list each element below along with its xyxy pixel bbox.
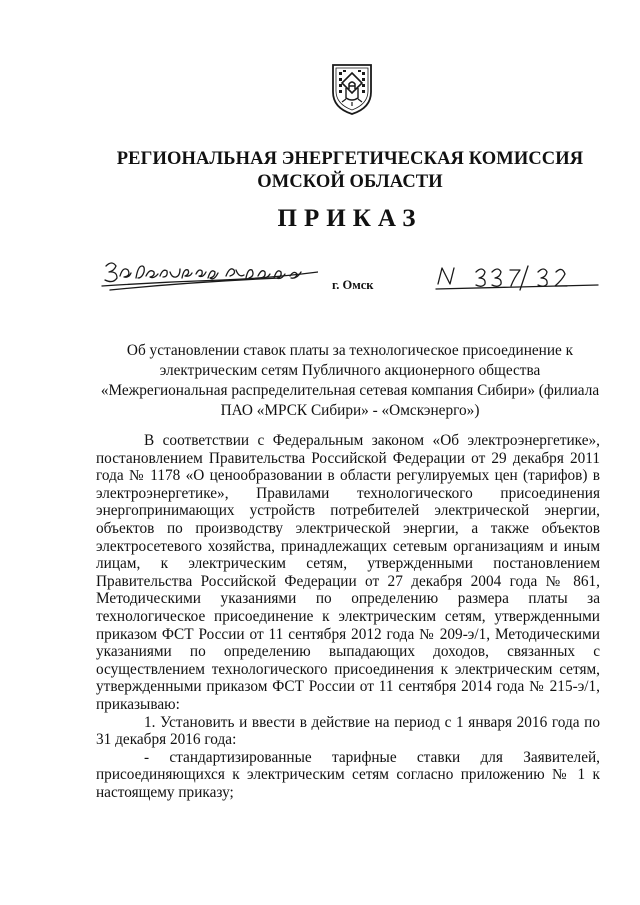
subject-line4: ПАО «МРСК Сибири» - «Омскэнерго») — [220, 402, 480, 419]
handwritten-number — [432, 262, 602, 294]
clause-1-subitem: - стандартизированные тарифные ставки для Заявителей, присоединяющихся к электрическим сетям согласно приложению № 1 к настоящему приказу; — [96, 748, 600, 801]
preamble-paragraph: В соответствии с Федеральным законом «Об электроэнергетике», постановлением Правительства Российской Федерации от 29 декабря 2011 года № 1178 «О ценообразовании в области регулируемых цен (тарифов) в электроэнергетике», Правилами технологического присоединения энергопринимающих устройств потребителей электрической энергии, объектов по производству электрической энергии, а также объектов электросетевого хозяйства, принадлежащих сетевым организациям и иным лицам, к электрическим сетям, утвержденными постановлением Правительства Российской Федерации от 27 декабря 2004 года № 861, Методическими указаниями по определению размера платы за технологическое присоединение к электрическим сетям, утвержденными приказом ФСТ России от 11 сентября 2012 года № 209-э/1, Методическими указаниями по определению выпадающих доходов, связанных с осуществлением технологического присоединения к электрическим сетям, утвержденными приказом ФСТ России от 11 сентября 2014 года № 215-э/1, приказываю: — [96, 432, 600, 713]
city-label: г. Омск — [332, 278, 374, 292]
organization-name-line1: РЕГИОНАЛЬНАЯ ЭНЕРГЕТИЧЕСКАЯ КОМИССИЯ — [116, 149, 584, 169]
clause-1: 1. Установить и ввести в действие на период с 1 января 2016 года по 31 декабря 2016 года: — [96, 713, 600, 749]
order-subject — [96, 341, 604, 421]
organization-name-line2: ОМСКОЙ ОБЛАСТИ — [257, 172, 443, 192]
subject-line2: электрическим сетям Публичного акционерного общества — [159, 362, 541, 379]
subject-line1: Об установлении ставок платы за технологическое присоединение к — [126, 342, 574, 359]
subject-line3: «Межрегиональная распределительная сетевая компания Сибири» (филиала — [100, 382, 600, 399]
handwritten-date — [100, 254, 318, 294]
document-type-title: ПРИКАЗ — [277, 205, 423, 232]
order-body — [96, 432, 600, 801]
coat-of-arms-icon — [330, 62, 374, 116]
